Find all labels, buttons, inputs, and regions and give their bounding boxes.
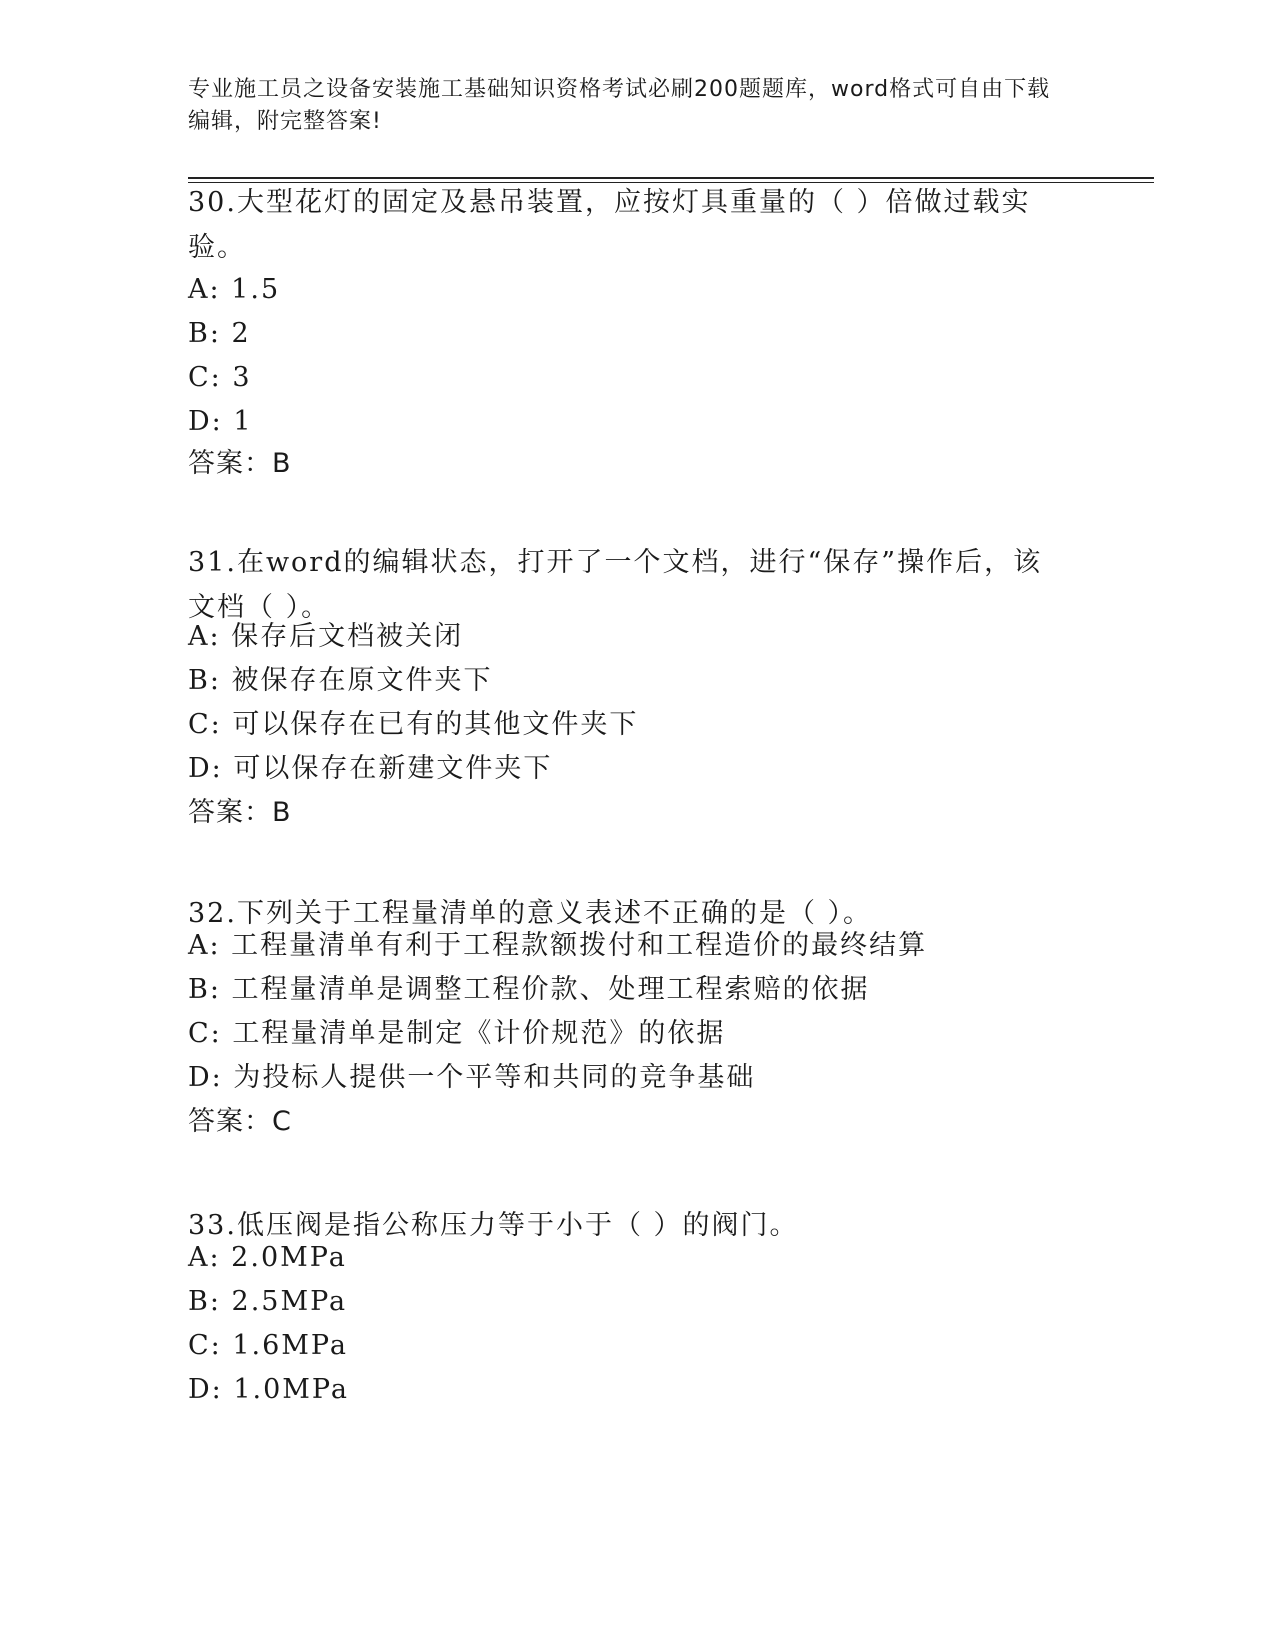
- question-31-option-b: B: 被保存在原文件夹下: [188, 665, 493, 696]
- question-32-option-b: B: 工程量清单是调整工程价款、处理工程索赔的依据: [188, 974, 870, 1005]
- question-32-option-a: A: 工程量清单有利于工程款额拨付和工程造价的最终结算: [188, 930, 928, 961]
- document-header: 专业施工员之设备安装施工基础知识资格考试必刷200题题库，word格式可自由下载编辑，附完整答案!: [188, 77, 1051, 134]
- question-33-option-b: B: 2.5MPa: [188, 1286, 348, 1317]
- header-divider-thick: [188, 177, 1154, 179]
- question-32-text: 32.下列关于工程量清单的意义表述不正确的是（ ）。: [188, 898, 873, 929]
- question-32-answer: 答案：C: [188, 1106, 292, 1137]
- question-30-text: 30.大型花灯的固定及悬吊装置，应按灯具重量的（ ）倍做过载实验。: [188, 187, 1031, 263]
- question-30-option-d: D: 1: [188, 406, 253, 437]
- question-32-option-c: C: 工程量清单是制定《计价规范》的依据: [188, 1018, 726, 1049]
- question-30-option-b: B: 2: [188, 318, 251, 349]
- question-33-option-d: D: 1.0MPa: [188, 1374, 349, 1405]
- question-30-option-c: C: 3: [188, 362, 252, 393]
- question-32-option-d: D: 为投标人提供一个平等和共同的竞争基础: [188, 1062, 756, 1093]
- question-33-option-a: A: 2.0MPa: [188, 1242, 347, 1273]
- question-31-option-a: A: 保存后文档被关闭: [188, 621, 464, 652]
- question-31-answer: 答案：B: [188, 797, 292, 828]
- question-31-option-d: D: 可以保存在新建文件夹下: [188, 753, 553, 784]
- question-30-answer: 答案：B: [188, 448, 292, 479]
- question-30-option-a: A: 1.5: [188, 274, 281, 305]
- question-33-text: 33.低压阀是指公称压力等于小于（ ）的阀门。: [188, 1210, 799, 1241]
- question-31-text: 31.在word的编辑状态，打开了一个文档，进行“保存”操作后，该文档（ ）。: [188, 547, 1043, 623]
- question-33-option-c: C: 1.6MPa: [188, 1330, 348, 1361]
- question-31-option-c: C: 可以保存在已有的其他文件夹下: [188, 709, 639, 740]
